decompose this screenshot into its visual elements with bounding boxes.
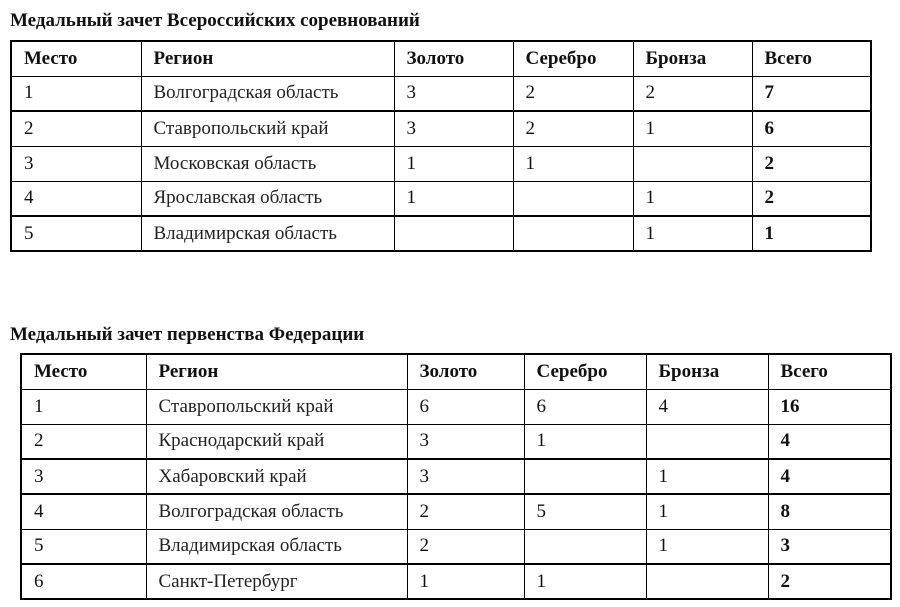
table-row <box>11 216 871 251</box>
cell-region: Санкт-Петербург <box>146 564 407 599</box>
cell-gold: 3 <box>407 459 524 494</box>
cell-gold: 2 <box>407 529 524 564</box>
cell-bronze: 1 <box>633 216 752 251</box>
cell-silver <box>524 529 646 564</box>
cell-total: 3 <box>768 529 891 564</box>
header-gold: Золото <box>394 41 513 76</box>
cell-silver: 1 <box>524 564 646 599</box>
header-silver: Серебро <box>524 354 646 389</box>
cell-bronze: 1 <box>633 111 752 146</box>
cell-silver: 1 <box>513 146 633 181</box>
header-region: Регион <box>146 354 407 389</box>
cell-silver: 2 <box>513 111 633 146</box>
cell-total: 1 <box>752 216 871 251</box>
cell-place: 4 <box>11 181 141 216</box>
cell-total: 2 <box>752 181 871 216</box>
cell-total: 2 <box>752 146 871 181</box>
table-row <box>11 76 871 111</box>
table-caption-all-russian: Медальный зачет Всероссийских соревнований <box>10 10 420 31</box>
cell-total: 16 <box>768 389 891 424</box>
cell-bronze: 2 <box>633 76 752 111</box>
cell-total: 8 <box>768 494 891 529</box>
cell-bronze <box>646 564 768 599</box>
cell-gold: 1 <box>394 146 513 181</box>
table-caption-federation: Медальный зачет первенства Федерации <box>10 324 365 345</box>
table-row <box>21 529 891 564</box>
cell-silver: 6 <box>524 389 646 424</box>
cell-silver: 2 <box>513 76 633 111</box>
header-bronze: Бронза <box>646 354 768 389</box>
cell-place: 1 <box>11 76 141 111</box>
cell-gold: 6 <box>407 389 524 424</box>
cell-gold: 3 <box>407 424 524 459</box>
cell-place: 6 <box>21 564 146 599</box>
table-row <box>11 181 871 216</box>
cell-silver <box>524 459 646 494</box>
cell-silver <box>513 181 633 216</box>
cell-silver: 5 <box>524 494 646 529</box>
cell-place: 3 <box>21 459 146 494</box>
header-place: Место <box>11 41 141 76</box>
cell-gold <box>394 216 513 251</box>
cell-region: Волгоградская область <box>141 76 394 111</box>
cell-place: 4 <box>21 494 146 529</box>
cell-region: Хабаровский край <box>146 459 407 494</box>
cell-total: 6 <box>752 111 871 146</box>
cell-region: Ставропольский край <box>141 111 394 146</box>
cell-region: Владимирская область <box>146 529 407 564</box>
header-total: Всего <box>768 354 891 389</box>
cell-bronze: 1 <box>646 494 768 529</box>
cell-gold: 1 <box>394 181 513 216</box>
cell-place: 5 <box>21 529 146 564</box>
cell-place: 3 <box>11 146 141 181</box>
cell-total: 4 <box>768 424 891 459</box>
header-total: Всего <box>752 41 871 76</box>
header-region: Регион <box>141 41 394 76</box>
cell-total: 7 <box>752 76 871 111</box>
table-row <box>21 424 891 459</box>
cell-region: Краснодарский край <box>146 424 407 459</box>
header-place: Место <box>21 354 146 389</box>
cell-bronze: 1 <box>633 181 752 216</box>
cell-silver: 1 <box>524 424 646 459</box>
table-row <box>11 111 871 146</box>
cell-gold: 2 <box>407 494 524 529</box>
cell-place: 2 <box>21 424 146 459</box>
cell-region: Владимирская область <box>141 216 394 251</box>
header-gold: Золото <box>407 354 524 389</box>
medal-table-all-russian <box>10 40 872 252</box>
table-header-row <box>21 354 891 389</box>
cell-region: Ярославская область <box>141 181 394 216</box>
cell-gold: 1 <box>407 564 524 599</box>
cell-bronze: 4 <box>646 389 768 424</box>
cell-gold: 3 <box>394 111 513 146</box>
cell-bronze: 1 <box>646 459 768 494</box>
cell-gold: 3 <box>394 76 513 111</box>
table-row <box>21 459 891 494</box>
cell-bronze: 1 <box>646 529 768 564</box>
table-header-row <box>11 41 871 76</box>
table-row <box>21 494 891 529</box>
cell-bronze <box>633 146 752 181</box>
cell-silver <box>513 216 633 251</box>
cell-region: Московская область <box>141 146 394 181</box>
cell-place: 5 <box>11 216 141 251</box>
table-row <box>11 146 871 181</box>
cell-place: 1 <box>21 389 146 424</box>
header-silver: Серебро <box>513 41 633 76</box>
cell-bronze <box>646 424 768 459</box>
cell-total: 2 <box>768 564 891 599</box>
medal-table-federation <box>20 353 892 600</box>
table-row <box>21 389 891 424</box>
header-bronze: Бронза <box>633 41 752 76</box>
table-row <box>21 564 891 599</box>
cell-region: Волгоградская область <box>146 494 407 529</box>
cell-total: 4 <box>768 459 891 494</box>
cell-region: Ставропольский край <box>146 389 407 424</box>
cell-place: 2 <box>11 111 141 146</box>
